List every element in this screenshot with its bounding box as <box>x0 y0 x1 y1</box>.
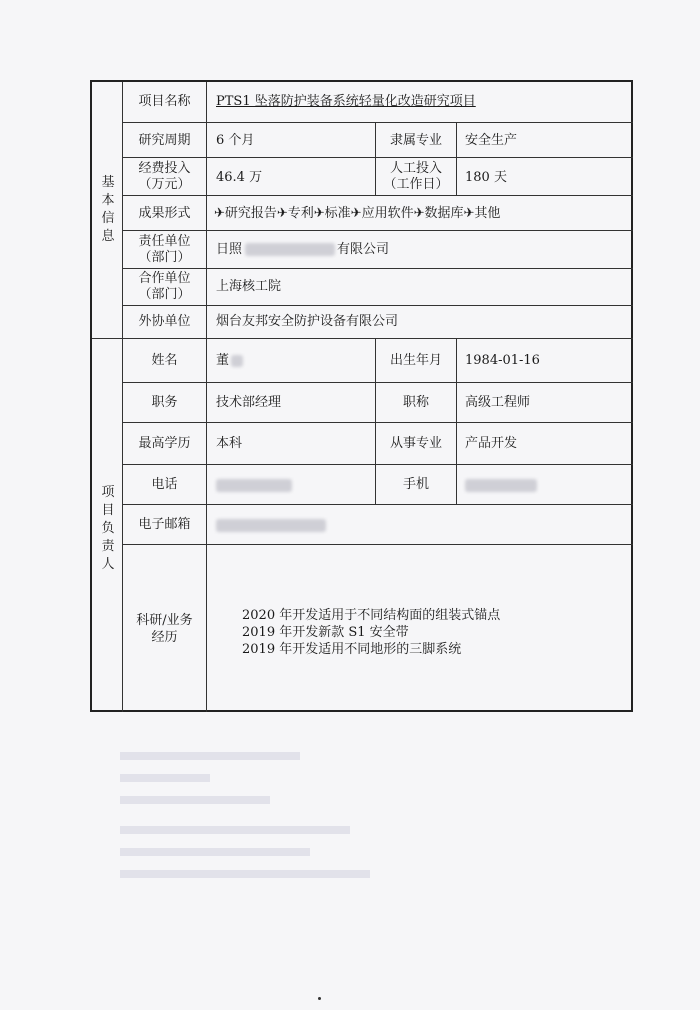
birth-value: 1984-01-16 <box>465 353 540 368</box>
title-label: 职称 <box>402 395 429 410</box>
redacted-company-name <box>245 243 335 256</box>
experience-label-line2: 经历 <box>151 630 178 645</box>
specialty-label: 隶属专业 <box>389 133 442 148</box>
redacted-phone <box>216 479 292 492</box>
bleed-through-text <box>120 752 380 892</box>
labor-label-line1: 人工投入 <box>389 161 442 176</box>
project-info-form <box>90 80 633 712</box>
name-value: 董 <box>216 353 230 368</box>
education-value: 本科 <box>216 436 243 451</box>
section-basic-info: 基本信息 <box>101 175 115 244</box>
period-label: 研究周期 <box>138 133 191 148</box>
period-value: 6 个月 <box>216 133 255 148</box>
ink-dot <box>318 997 321 1000</box>
resp-unit-label-line2: （部门） <box>138 250 191 265</box>
funding-label-line1: 经费投入 <box>138 161 191 176</box>
external-unit-value: 烟台友邦安全防护设备有限公司 <box>216 314 399 329</box>
title-value: 高级工程师 <box>465 395 531 410</box>
coop-unit-value: 上海核工院 <box>216 279 282 294</box>
output-values: ✈研究报告✈专利✈标准✈应用软件✈数据库✈其他 <box>214 206 501 221</box>
coop-unit-label-line1: 合作单位 <box>138 271 191 286</box>
name-label: 姓名 <box>151 353 178 368</box>
labor-label-line2: （工作日） <box>383 177 449 192</box>
section-project-leader: 项目负责人 <box>101 485 115 572</box>
position-value: 技术部经理 <box>216 395 282 410</box>
email-label: 电子邮箱 <box>138 517 191 532</box>
major-value: 产品开发 <box>465 436 518 451</box>
funding-value: 46.4 万 <box>216 170 263 185</box>
funding-label-line2: （万元） <box>138 177 191 192</box>
specialty-value: 安全生产 <box>465 133 518 148</box>
output-label: 成果形式 <box>138 206 191 221</box>
redacted-email <box>216 519 326 532</box>
experience-item: 2020 年开发适用于不同结构面的组装式锚点 <box>242 608 501 623</box>
position-label: 职务 <box>151 395 178 410</box>
experience-label-line1: 科研/业务 <box>136 613 193 628</box>
redacted-given-name <box>231 355 243 367</box>
external-unit-label: 外协单位 <box>138 314 191 329</box>
experience-item: 2019 年开发新款 S1 安全带 <box>242 625 409 640</box>
resp-unit-label-line1: 责任单位 <box>138 234 191 249</box>
mobile-label: 手机 <box>402 477 429 492</box>
labor-value: 180 天 <box>465 170 507 185</box>
experience-item: 2019 年开发适用不同地形的三脚系统 <box>242 642 462 657</box>
coop-unit-label-line2: （部门） <box>138 287 191 302</box>
education-label: 最高学历 <box>138 436 191 451</box>
resp-unit-suffix: 有限公司 <box>337 242 390 257</box>
birth-label: 出生年月 <box>389 353 442 368</box>
major-label: 从事专业 <box>389 436 442 451</box>
project-name-label: 项目名称 <box>138 94 191 109</box>
phone-label: 电话 <box>151 477 178 492</box>
redacted-mobile <box>465 479 537 492</box>
project-name-value: PTS1 坠落防护装备系统轻量化改造研究项目 <box>216 94 476 109</box>
resp-unit-prefix: 日照 <box>216 242 243 257</box>
